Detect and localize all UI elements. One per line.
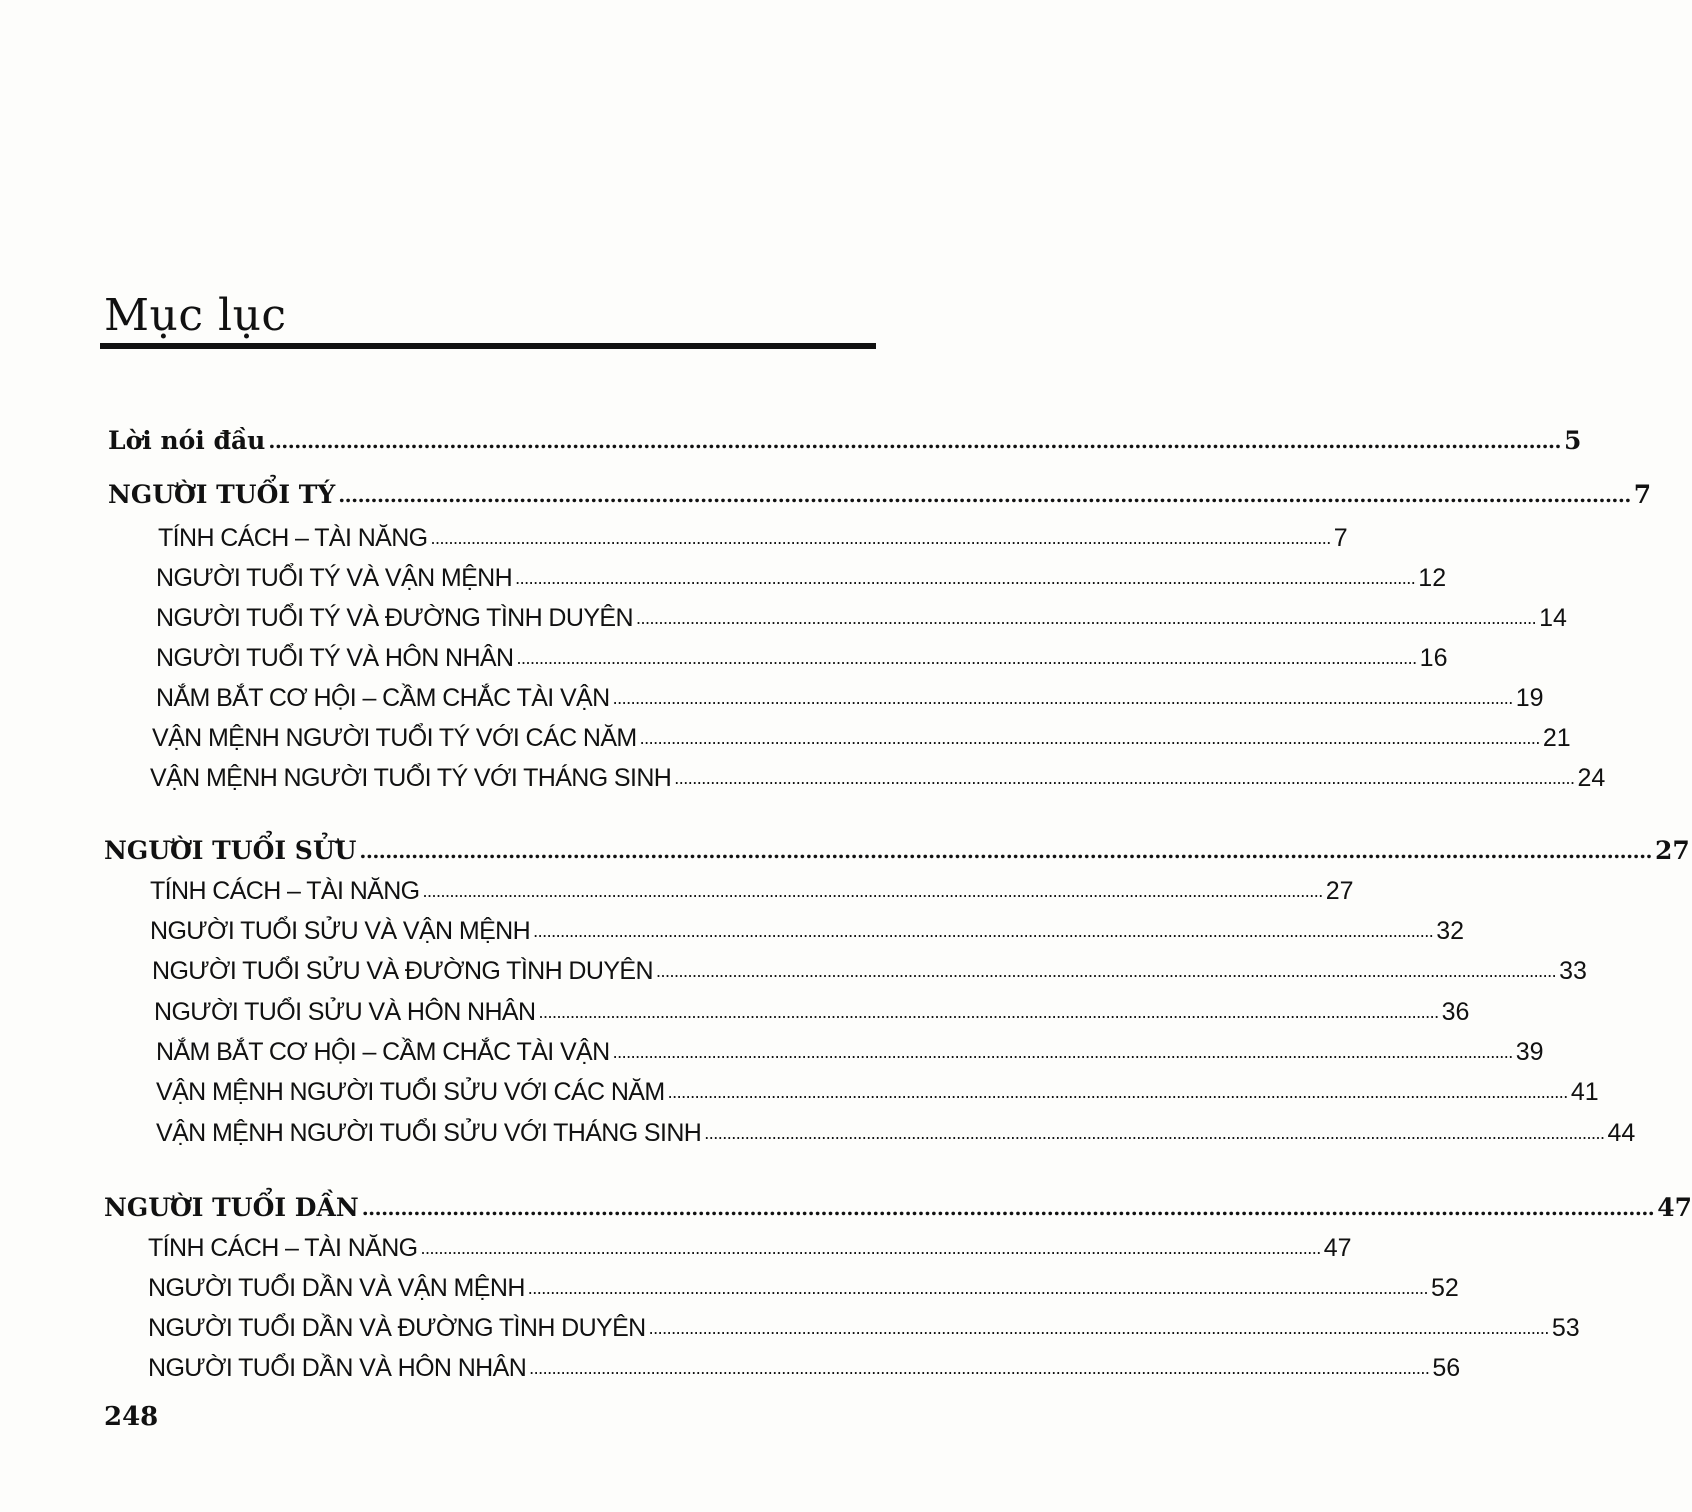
toc-entry-page: 16 (1419, 644, 1448, 672)
dot-leader: ........................................................................................................................................................................................................ (359, 839, 1652, 863)
toc-entry-page: 7 (1633, 480, 1652, 509)
dot-leader: ........................................................................................................................................................................................................ (704, 1123, 1605, 1143)
toc-entry-section[interactable] (152, 954, 1587, 988)
dot-leader: ........................................................................................................................................................................................................ (639, 728, 1540, 748)
toc-entry-section[interactable] (148, 1311, 1580, 1345)
toc-entry-page: 44 (1607, 1119, 1636, 1147)
toc-entry-label: NẮM BẮT CƠ HỘI – CẦM CHẮC TÀI VẬN (156, 1038, 610, 1066)
dot-leader: ........................................................................................................................................................................................................ (515, 568, 1416, 588)
dot-leader: ........................................................................................................................................................................................................ (268, 429, 1561, 453)
toc-entry-label: NGƯỜI TUỔI DẦN (104, 1193, 359, 1222)
toc-entry-chapter-dan[interactable] (104, 1190, 1692, 1226)
toc-entry-section[interactable] (148, 1231, 1352, 1265)
dot-leader: ........................................................................................................................................................................................................ (338, 483, 1631, 507)
toc-entry-section[interactable] (156, 641, 1448, 675)
toc-entry-section[interactable] (156, 1116, 1636, 1150)
toc-entry-section[interactable] (150, 761, 1606, 795)
page-title: Mục lục (104, 290, 287, 341)
toc-entry-label: VẬN MỆNH NGƯỜI TUỔI TÝ VỚI CÁC NĂM (152, 724, 637, 752)
toc-entry-section[interactable] (156, 561, 1447, 595)
toc-entry-label: VẬN MỆNH NGƯỜI TUỔI SỬU VỚI CÁC NĂM (156, 1078, 665, 1106)
toc-entry-page: 14 (1539, 604, 1567, 632)
toc-entry-section[interactable] (150, 874, 1354, 908)
toc-entry-section[interactable] (158, 521, 1348, 555)
toc-entry-page: 24 (1577, 764, 1606, 792)
toc-entry-label: NGƯỜI TUỔI DẦN VÀ VẬN MỆNH (148, 1274, 525, 1302)
toc-entry-section[interactable] (150, 914, 1465, 948)
toc-entry-page: 19 (1515, 684, 1544, 712)
dot-leader: ........................................................................................................................................................................................................ (655, 961, 1557, 981)
toc-entry-label: TÍNH CÁCH – TÀI NĂNG (150, 877, 420, 905)
toc-entry-page: 27 (1325, 877, 1354, 905)
toc-entry-page: 53 (1551, 1314, 1580, 1342)
toc-entry-label: NGƯỜI TUỔI TÝ (108, 480, 336, 509)
toc-entry-label: VẬN MỆNH NGƯỜI TUỔI TÝ VỚI THÁNG SINH (150, 764, 672, 792)
dot-leader: ........................................................................................................................................................................................................ (527, 1278, 1428, 1298)
dot-leader: ........................................................................................................................................................................................................ (420, 1238, 1321, 1258)
dot-leader: ........................................................................................................................................................................................................ (533, 921, 1434, 941)
toc-entry-page: 41 (1570, 1078, 1599, 1106)
toc-entry-page: 5 (1563, 426, 1582, 455)
toc-entry-label: NGƯỜI TUỔI SỬU (104, 836, 357, 865)
toc-entry-page: 21 (1542, 724, 1571, 752)
dot-leader: ........................................................................................................................................................................................................ (667, 1082, 1568, 1102)
toc-entry-section[interactable] (156, 1075, 1599, 1109)
toc-entry-section[interactable] (148, 1271, 1459, 1305)
dot-leader: ........................................................................................................................................................................................................ (361, 1196, 1655, 1220)
toc-entry-page: 39 (1515, 1038, 1544, 1066)
toc-entry-section[interactable] (156, 681, 1544, 715)
dot-leader: ........................................................................................................................................................................................................ (529, 1358, 1430, 1378)
dot-leader: ........................................................................................................................................................................................................ (648, 1318, 1549, 1338)
toc-entry-page: 47 (1657, 1193, 1692, 1222)
toc-entry-page: 7 (1333, 524, 1348, 552)
toc-entry-chapter-suu[interactable] (104, 833, 1690, 869)
toc-entry-label: NGƯỜI TUỔI TÝ VÀ HÔN NHÂN (156, 644, 514, 672)
toc-entry-page: 36 (1441, 998, 1470, 1026)
toc-entry-page: 32 (1436, 917, 1465, 945)
toc-entry-preface[interactable] (108, 423, 1582, 459)
toc-entry-section[interactable] (152, 721, 1571, 755)
toc-entry-label: NGƯỜI TUỔI SỬU VÀ VẬN MỆNH (150, 917, 531, 945)
toc-entry-label: Lời nói đầu (108, 426, 266, 455)
toc-entry-section[interactable] (156, 1035, 1544, 1069)
toc-entry-label: NGƯỜI TUỔI TÝ VÀ VẬN MỆNH (156, 564, 513, 592)
toc-entry-page: 27 (1655, 836, 1690, 865)
page-number: 248 (104, 1402, 159, 1432)
toc-entry-label: VẬN MỆNH NGƯỜI TUỔI SỬU VỚI THÁNG SINH (156, 1119, 702, 1147)
toc-entry-label: TÍNH CÁCH – TÀI NĂNG (158, 524, 428, 552)
toc-entry-label: NGƯỜI TUỔI DẦN VÀ HÔN NHÂN (148, 1354, 527, 1382)
dot-leader: ........................................................................................................................................................................................................ (612, 1042, 1513, 1062)
toc-entry-section[interactable] (156, 601, 1567, 635)
toc-entry-label: NGƯỜI TUỔI TÝ VÀ ĐƯỜNG TÌNH DUYÊN (156, 604, 633, 632)
toc-entry-label: TÍNH CÁCH – TÀI NĂNG (148, 1234, 418, 1262)
toc-entry-page: 56 (1432, 1354, 1461, 1382)
toc-entry-page: 33 (1559, 957, 1587, 985)
title-rule (100, 343, 876, 349)
toc-entry-page: 47 (1323, 1234, 1352, 1262)
toc-entry-chapter-ty[interactable] (108, 477, 1652, 513)
toc-entry-page: 52 (1430, 1274, 1459, 1302)
dot-leader: ........................................................................................................................................................................................................ (612, 688, 1513, 708)
toc-entry-page: 12 (1418, 564, 1447, 592)
toc-entry-section[interactable] (148, 1351, 1461, 1385)
dot-leader: ........................................................................................................................................................................................................ (635, 608, 1537, 628)
toc-entry-label: NGƯỜI TUỔI SỬU VÀ ĐƯỜNG TÌNH DUYÊN (152, 957, 653, 985)
toc-entry-label: NẮM BẮT CƠ HỘI – CẦM CHẮC TÀI VẬN (156, 684, 610, 712)
dot-leader: ........................................................................................................................................................................................................ (430, 528, 1331, 548)
dot-leader: ........................................................................................................................................................................................................ (674, 768, 1575, 788)
toc-entry-label: NGƯỜI TUỔI DẦN VÀ ĐƯỜNG TÌNH DUYÊN (148, 1314, 646, 1342)
dot-leader: ........................................................................................................................................................................................................ (538, 1002, 1439, 1022)
dot-leader: ........................................................................................................................................................................................................ (422, 881, 1323, 901)
toc-entry-section[interactable] (154, 995, 1470, 1029)
dot-leader: ........................................................................................................................................................................................................ (516, 648, 1417, 668)
toc-entry-label: NGƯỜI TUỔI SỬU VÀ HÔN NHÂN (154, 998, 536, 1026)
